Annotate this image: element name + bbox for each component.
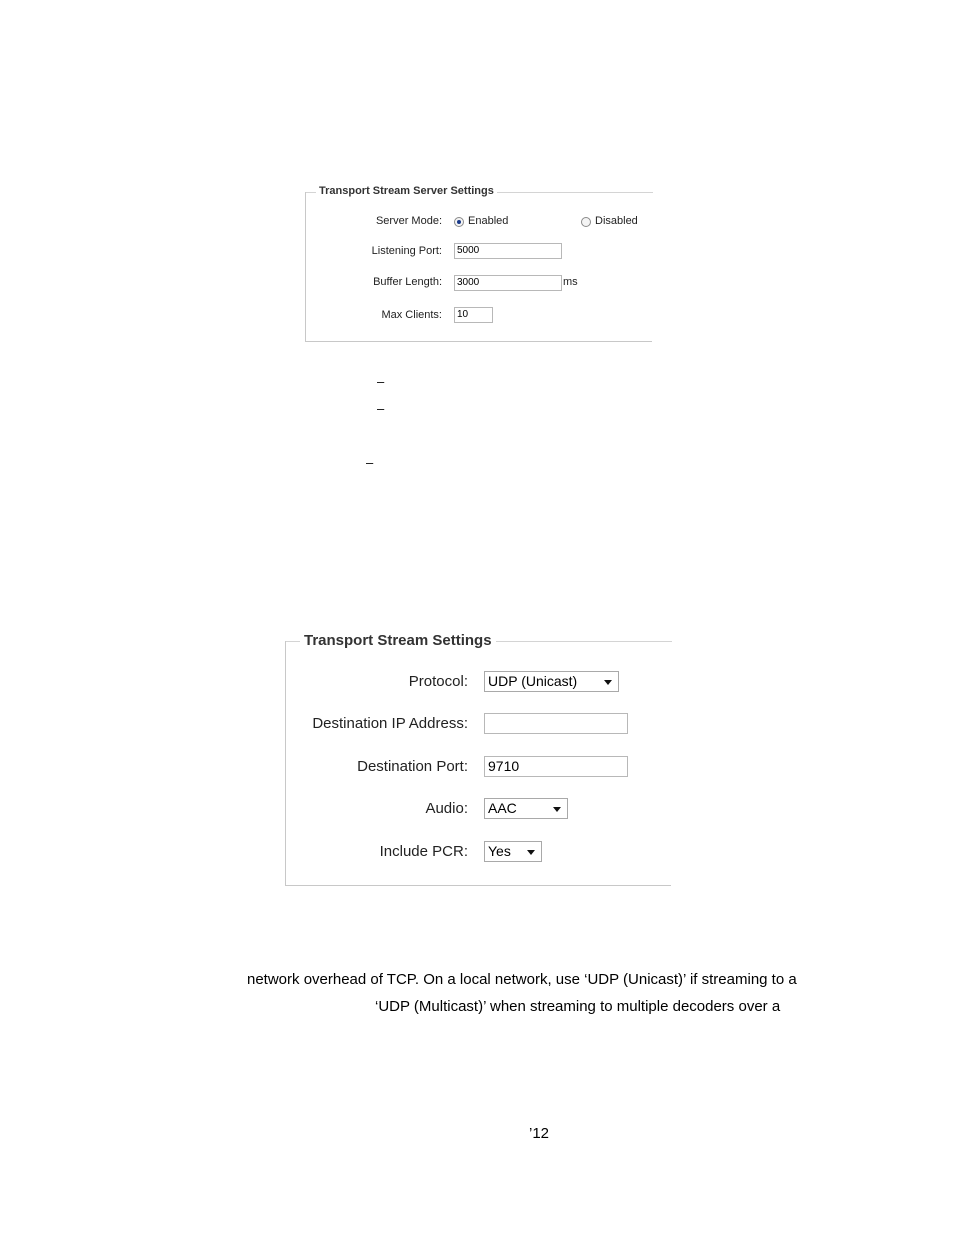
page-number: ’12 [529, 1125, 550, 1142]
server-mode-disabled-label: Disabled [595, 215, 638, 227]
chevron-down-icon [553, 807, 561, 812]
listening-port-input[interactable]: 5000 [454, 243, 562, 259]
server-settings-legend: Transport Stream Server Settings [316, 185, 497, 197]
dash-2: – [377, 401, 385, 416]
server-mode-label: Server Mode: [375, 215, 442, 227]
destination-port-label: Destination Port: [357, 758, 468, 775]
chevron-down-icon [527, 850, 535, 855]
protocol-label: Protocol: [408, 673, 468, 690]
chevron-down-icon [604, 680, 612, 685]
server-mode-enabled-radio[interactable] [454, 217, 464, 227]
server-mode-disabled-radio[interactable] [581, 217, 591, 227]
buffer-length-label: Buffer Length: [373, 276, 442, 288]
body-text-line-1: network overhead of TCP. On a local network, use ‘UDP (Unicast)’ if streaming to a [247, 971, 797, 988]
audio-select[interactable] [484, 798, 568, 819]
destination-port-input[interactable]: 9710 [484, 756, 628, 777]
destination-ip-label: Destination IP Address: [312, 715, 468, 732]
buffer-length-input[interactable]: 3000 [454, 275, 562, 291]
dash-3: – [366, 455, 374, 470]
include-pcr-value: Yes [488, 843, 511, 859]
destination-ip-input[interactable] [484, 713, 628, 734]
include-pcr-select[interactable] [484, 841, 542, 862]
audio-value: AAC [488, 800, 517, 816]
max-clients-label: Max Clients: [381, 309, 442, 321]
include-pcr-label: Include PCR: [379, 843, 468, 860]
dash-1: – [377, 374, 385, 389]
protocol-value: UDP (Unicast) [488, 673, 578, 689]
server-mode-enabled-label: Enabled [468, 215, 509, 227]
audio-label: Audio: [425, 800, 468, 817]
listening-port-label: Listening Port: [371, 245, 442, 257]
max-clients-input[interactable]: 10 [454, 307, 493, 323]
protocol-select[interactable] [484, 671, 619, 692]
body-text-line-2: ‘UDP (Multicast)’ when streaming to multiple decoders over a [375, 998, 781, 1015]
stream-settings-legend: Transport Stream Settings [300, 632, 496, 649]
buffer-length-unit: ms [563, 276, 578, 288]
